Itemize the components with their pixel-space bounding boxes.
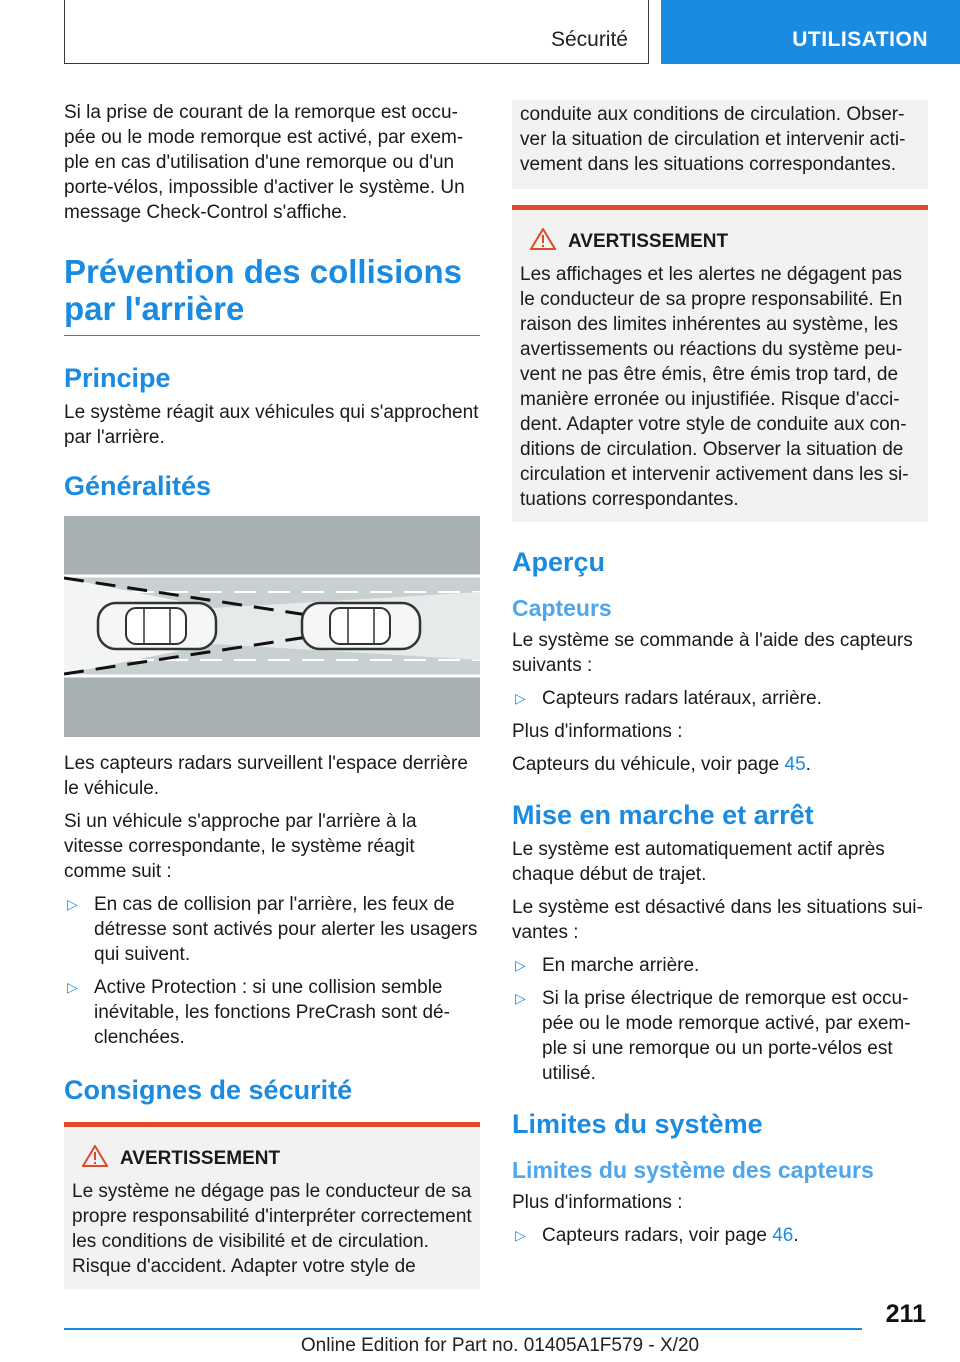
header-section-title: Sécurité	[550, 28, 628, 51]
list-item: ▷ Capteurs radars, voir page 46.	[515, 1225, 799, 1246]
heading-capteurs: Capteurs	[512, 595, 612, 621]
principe-paragraph: Le système réagit aux véhicules qui s'approchent par l'arrière.	[64, 402, 479, 448]
heading-apercu: Aperçu	[512, 547, 606, 577]
warning-triangle-icon	[530, 228, 562, 256]
footer-divider	[64, 1328, 862, 1330]
triangle-bullet-icon: ▷	[515, 690, 526, 706]
triangle-bullet-icon: ▷	[515, 990, 526, 1006]
heading-mise-en-marche: Mise en marche et arrêt	[512, 800, 814, 830]
page-number: 211	[885, 1300, 926, 1328]
header-chapter-title: UTILISATION	[792, 28, 928, 51]
approaching-vehicle-icon	[302, 603, 420, 649]
capteurs-list	[512, 686, 928, 711]
road-diagram	[64, 516, 480, 737]
intro-paragraph: Si la prise de courant de la remorque est occupée ou le mode remorque est activé, par exemple en cas d'utilisation d'une remorque ou d'un porte-vélos, impossible d'activer le système. Un message Check-Control s'affiche.	[64, 102, 465, 223]
generalites-paragraph-2: Si un véhicule s'approche par l'arrière à la vitesse correspondante, le système réagit comme suit :	[64, 811, 417, 882]
plus-info-label: Plus d'informations :	[512, 1192, 683, 1213]
generalites-paragraph-1: Les capteurs radars surveillent l'espace derrière le véhicule.	[64, 753, 468, 799]
heading-consignes: Consignes de sécurité	[64, 1075, 353, 1105]
footer-edition: Online Edition for Part no. 01405A1F579 - X/20	[300, 1335, 700, 1356]
warning-triangle-icon	[82, 1145, 114, 1173]
rear-collision-illustration	[64, 516, 480, 737]
list-item: ▷ En cas de collision par l'arrière, les feux de détresse sont activés pour alerter les usagers qui suivent.	[67, 894, 478, 965]
list-item: ▷ Si la prise électrique de remorque est occupée ou le mode remorque activé, par exemple si une remorque ou un porte-vélos est utilisé.	[515, 988, 911, 1084]
own-vehicle-icon	[98, 603, 216, 649]
page-link-46[interactable]: 46	[772, 1225, 794, 1246]
heading-limites-capteurs: Limites du système des capteurs	[512, 1157, 874, 1183]
capteurs-paragraph: Le système se commande à l'aide des capteurs suivants :	[512, 630, 913, 676]
warning-title: AVERTISSEMENT	[120, 1148, 281, 1169]
triangle-bullet-icon: ▷	[515, 1227, 526, 1243]
desactivation-list	[512, 953, 928, 1086]
list-item: ▷ Capteurs radars latéraux, arrière.	[515, 688, 822, 709]
triangle-bullet-icon: ▷	[515, 957, 526, 973]
warning-box-1-continued	[512, 100, 928, 189]
header-chapter-tab	[661, 0, 960, 64]
left-column	[64, 100, 480, 1305]
mise-paragraph-1: Le système est automatiquement actif après chaque début de trajet.	[512, 839, 885, 885]
heading-generalites: Généralités	[64, 471, 212, 501]
heading-principe: Principe	[64, 363, 171, 393]
limites-list	[512, 1223, 928, 1248]
triangle-bullet-icon: ▷	[67, 896, 78, 912]
warning-text: Le système ne dégage pas le conducteur de sa propre responsabilité d'interpréter correctement les conditions de visibilité et de circulation. Risque d'accident. Adapter votre style de	[72, 1181, 472, 1277]
heading-limites: Limites du système	[512, 1109, 763, 1139]
header-section-box	[64, 0, 649, 64]
warning-continued-text: conduite aux conditions de circulation. Observer la situation de circulation et intervenir activement dans les situations correspondantes.	[520, 104, 906, 175]
warning-text: Les affichages et les alertes ne dégagent pas le conducteur de sa propre responsabilité. En raison des limites inhérentes au système, les avertissements ou réactions du système peuvent ne pas être émis, être émis trop tard, de manière erronée ou injustifiée. Risque d'accident. Adapter votre style de conduite aux conditions de circulation. Observer la situation de circulation et intervenir activement dans les situations correspondantes.	[520, 264, 909, 510]
warning-box-1	[64, 1122, 480, 1289]
mise-paragraph-2: Le système est désactivé dans les situations suivantes :	[512, 897, 923, 943]
page-link-45[interactable]: 45	[784, 754, 806, 775]
capteurs-reference: Capteurs du véhicule, voir page 45.	[512, 754, 811, 775]
triangle-bullet-icon: ▷	[67, 979, 78, 995]
right-column	[512, 100, 928, 1256]
plus-info-label: Plus d'informations :	[512, 721, 683, 742]
warning-title: AVERTISSEMENT	[568, 231, 729, 252]
reaction-list	[64, 892, 480, 1050]
list-item: ▷ Active Protection : si une collision semble inévitable, les fonctions PreCrash sont déclenchées.	[67, 977, 450, 1048]
warning-box-2	[512, 205, 928, 522]
list-item: ▷ En marche arrière.	[515, 955, 700, 976]
section-heading-prevention: Prévention des collisions par l'arrière	[64, 253, 480, 336]
